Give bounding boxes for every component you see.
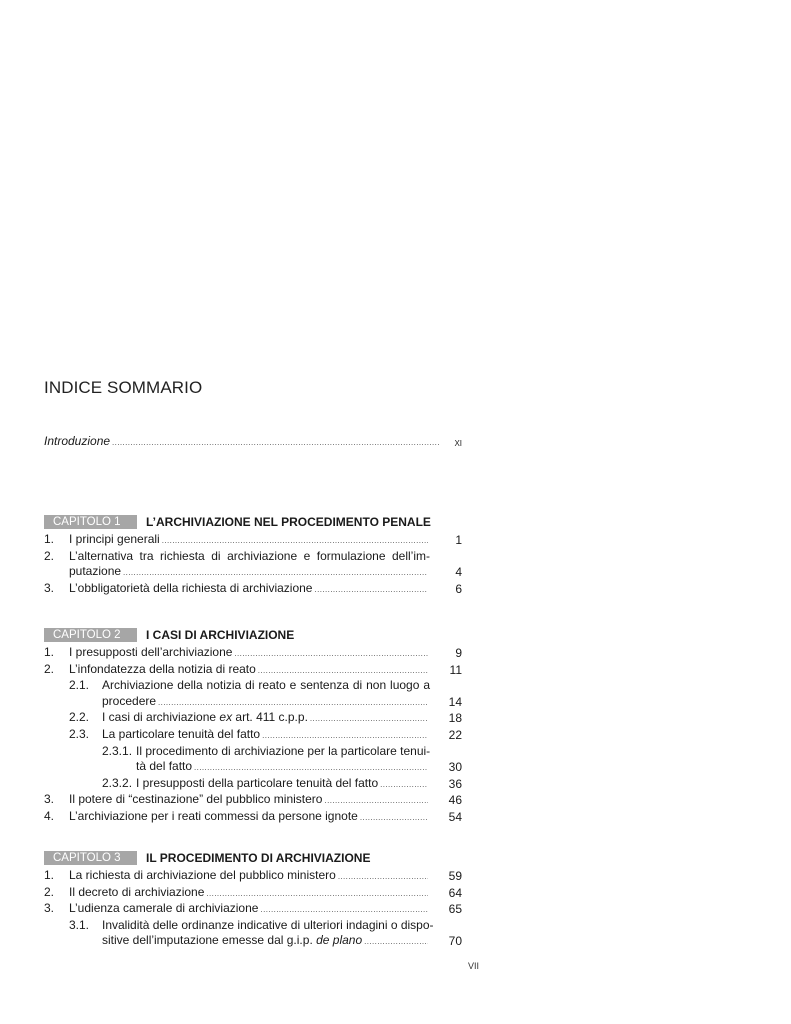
intro-label: Introduzione [44,434,111,448]
toc-entry[interactable] [44,581,462,598]
entry-number: 2. [44,661,55,676]
entry-title: Il procedimento di archiviazione per la particolare tenui- [136,743,431,758]
entry-title-cont: procedere [102,693,157,708]
chapter-badge: CAPITOLO 1 [44,515,137,529]
entry-title: I principi generali [69,532,160,546]
entry-number: 3.1. [69,917,90,932]
entry-number: 2. [44,884,55,899]
entry-page: 4 [455,565,462,580]
page-title: INDICE SOMMARIO [44,378,203,397]
leader-dots [234,646,428,662]
entry-title: L’obbligatorietà della richiesta di archiviazione [69,580,313,595]
entry-page: 18 [448,711,462,726]
entry-number: 3. [44,792,55,807]
chapter-header [44,851,462,865]
entry-title-cont: tà del fatto [136,759,193,774]
toc-entry[interactable] [44,662,462,679]
leader-dots [324,793,428,809]
leader-dots [194,760,428,776]
entry-number: 2.3.1. [102,743,133,758]
chapter-1 [44,515,462,597]
leader-dots [112,438,440,447]
entry-page: 6 [455,581,462,596]
entry-title: Invalidità delle ordinanze indicative di ulteriori indagini o dispo- [102,917,434,932]
toc-entry[interactable] [44,885,462,902]
entry-title-part: I casi di archiviazione [102,710,220,725]
entry-title: La particolare tenuità del fatto [102,726,261,741]
entry-number: 3. [44,901,55,916]
entry-title-cont: putazione [69,564,122,579]
leader-dots [262,728,428,744]
toc-entry[interactable] [44,868,462,885]
chapter-2 [44,628,462,826]
entry-page: 54 [448,809,462,824]
toc-entry[interactable] [44,727,462,744]
entry-number: 2. [44,548,55,563]
intro-page: XI [454,439,462,448]
leader-dots [258,663,428,679]
toc-entry[interactable] [44,918,462,950]
entry-page: 70 [448,934,462,949]
entry-title: L’alternativa tra richiesta di archiviazione e formulazione dell’im- [69,548,430,563]
entry-page: 9 [455,646,462,660]
chapter-title: I CASI DI ARCHIVIAZIONE [146,628,295,642]
entry-title: Archiviazione della notizia di reato e sentenza di non luogo a [102,678,430,693]
chapter-header [44,515,462,529]
toc-entry[interactable] [44,901,462,918]
entry-number: 2.1. [69,678,90,693]
entry-number: 1. [44,532,55,546]
entry-page: 64 [448,885,462,900]
chapter-title: L’ARCHIVIAZIONE NEL PROCEDIMENTO PENALE [146,515,431,529]
entry-number: 2.3.2. [102,775,133,790]
entry-number: 3. [44,580,55,595]
entry-page: 1 [455,533,462,547]
entry-number: 4. [44,808,55,823]
entry-page: 65 [448,902,462,917]
entry-title: L’infondatezza della notizia di reato [69,661,256,676]
entry-page: 36 [448,776,462,791]
leader-dots [314,582,428,598]
entry-number: 1. [44,645,55,659]
entry-title: L’udienza camerale di archiviazione [69,901,259,916]
entry-title: I presupposti dell’archiviazione [69,645,233,659]
chapter-3 [44,851,462,950]
toc-entry[interactable] [44,532,462,549]
toc-entry[interactable] [44,792,462,809]
entry-page: 11 [449,662,462,677]
leader-dots [364,934,428,950]
entry-title-cont [102,933,362,949]
chapter-badge: CAPITOLO 2 [44,628,137,642]
entry-number: 2.2. [69,710,90,725]
leader-dots [360,810,428,826]
chapter-header [44,628,462,642]
entry-title-italic: ex [219,710,233,725]
toc-entry[interactable] [44,809,462,826]
leader-dots [380,777,428,793]
chapter-title: IL PROCEDIMENTO DI ARCHIVIAZIONE [146,851,371,865]
toc-entry[interactable] [44,776,462,793]
entry-number: 1. [44,868,55,882]
entry-title-part: sitive dell’imputazione emesse dal g.i.p. [102,933,317,948]
entry-title: Il decreto di archiviazione [69,884,205,899]
intro-entry[interactable] [44,434,462,448]
toc-entry[interactable] [44,678,462,710]
entry-title: La richiesta di archiviazione del pubblico ministero [69,868,336,882]
leader-dots [310,711,428,727]
entry-page: 46 [448,793,462,808]
entry-title: Il potere di “cestinazione” del pubblico ministero [69,792,323,807]
entry-title: I presupposti della particolare tenuità del fatto [136,775,379,790]
leader-dots [158,695,428,711]
toc-entry[interactable] [44,744,462,776]
toc-entry[interactable] [44,549,462,581]
leader-dots [206,886,428,902]
entry-page: 14 [448,694,462,709]
toc-entry[interactable] [44,645,462,662]
leader-dots [162,533,428,549]
entry-title: L’archiviazione per i reati commessi da persone ignote [69,808,358,823]
leader-dots [260,902,428,918]
entry-title-italic: de plano [316,933,363,948]
entry-page: 59 [448,869,462,883]
entry-page: 30 [448,760,462,775]
toc-entry[interactable] [44,710,462,727]
chapter-badge: CAPITOLO 3 [44,851,137,865]
entry-title-part: art. 411 c.p.p. [232,710,308,725]
entry-page: 22 [448,727,462,742]
leader-dots [123,565,428,581]
entry-title [102,710,308,726]
leader-dots [338,869,428,885]
entry-number: 2.3. [69,726,90,741]
page-folio: VII [468,961,480,971]
